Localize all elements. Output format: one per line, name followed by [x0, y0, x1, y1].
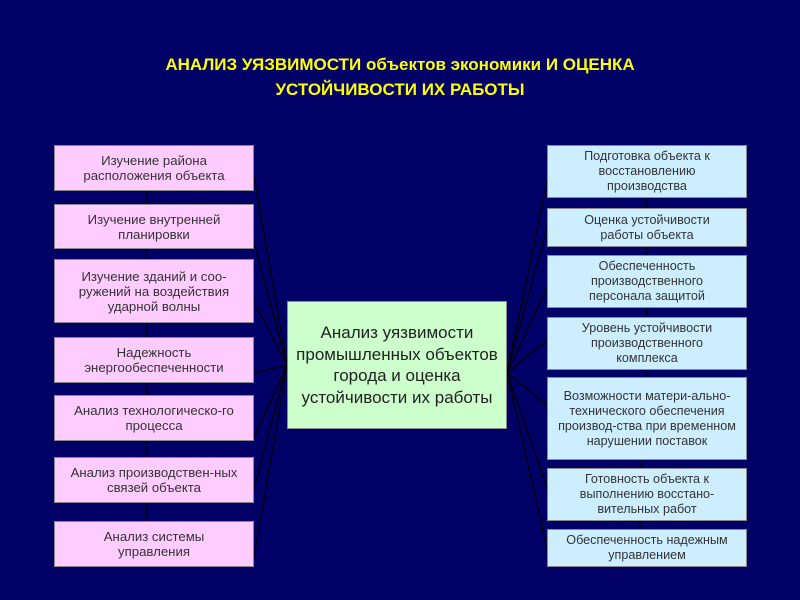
left-box-4: Надежность энергообеспеченности	[54, 337, 254, 383]
connector-line	[254, 365, 287, 373]
right-box-2: Оценка устойчивости работы объекта	[547, 208, 747, 247]
left-box-6: Анализ производствен-ных связей объекта	[54, 457, 254, 503]
connector-line	[507, 373, 547, 487]
connector-line	[254, 243, 287, 365]
left-box-1: Изучение района расположения объекта	[54, 145, 254, 191]
center-box: Анализ уязвимости промышленных объектов города и оценка устойчивости их работы	[287, 301, 507, 429]
left-box-5: Анализ технологическо-го процесса	[54, 395, 254, 441]
connector-line	[254, 177, 287, 365]
left-box-3: Изучение зданий и соо-ружений на воздействия ударной волны	[54, 259, 254, 323]
left-box-2: Изучение внутренней планировки	[54, 204, 254, 249]
right-box-4: Уровень устойчивости производственного комплекса	[547, 317, 747, 370]
right-box-6: Готовность объекта к выполнению восстано-вительных работ	[547, 468, 747, 521]
right-box-7: Обеспеченность надежным управлением	[547, 529, 747, 567]
connector-line	[254, 365, 287, 557]
right-box-3: Обеспеченность производственного персонала защитой	[547, 255, 747, 308]
left-box-7: Анализ системы управления	[54, 521, 254, 567]
title-line-2: УСТОЙЧИВОСТИ ИХ РАБОТЫ	[275, 80, 525, 99]
right-box-1: Подготовка объекта к восстановлению производства	[547, 145, 747, 198]
right-box-5: Возможности матери-ально-технического обеспечения производ-ства при временном нарушении поставок	[547, 377, 747, 460]
connector-line	[507, 373, 547, 548]
title-line-1: АНАЛИЗ УЯЗВИМОСТИ объектов экономики И ОЦЕНКА	[165, 55, 635, 74]
